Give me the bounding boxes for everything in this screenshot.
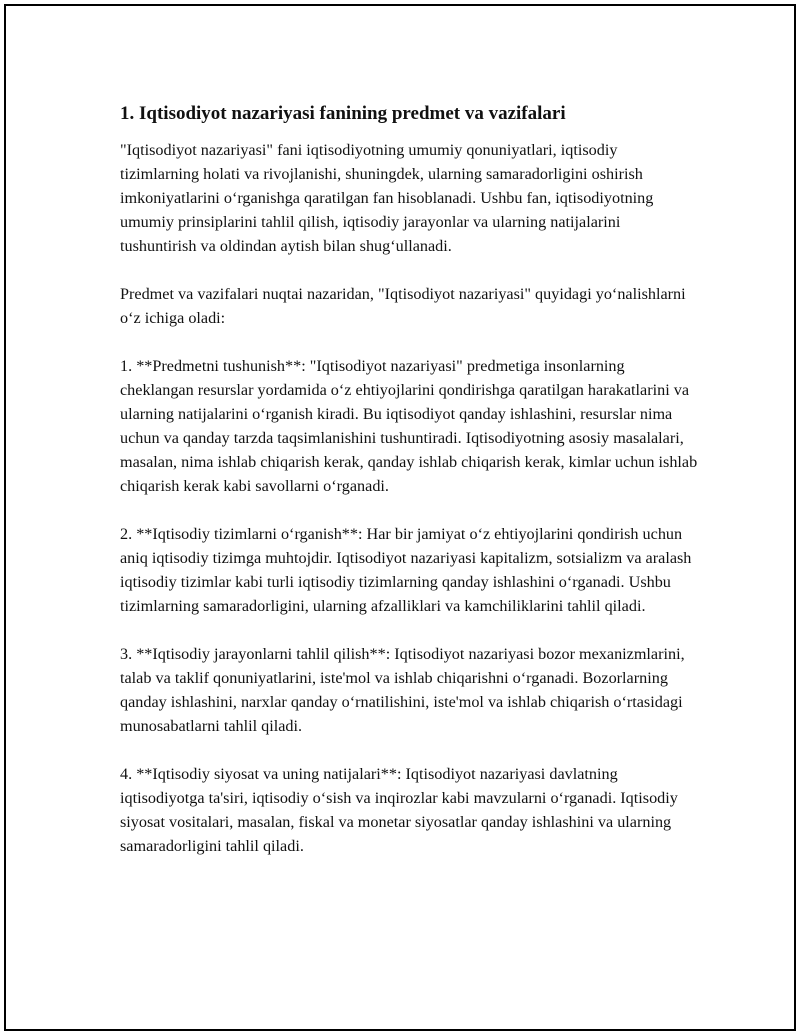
page-frame xyxy=(4,4,796,1031)
document-body xyxy=(120,100,700,882)
paragraph-directions: Predmet va vazifalari nuqtai nazaridan, "Iqtisodiyot nazariyasi" quyidagi yo‘nalishlarni o‘z ichiga oladi: xyxy=(120,285,686,327)
paragraph-item-3: 3. **Iqtisodiy jarayonlarni tahlil qilish**: Iqtisodiyot nazariyasi bozor mexanizmlarini, talab va taklif qonuniyatlarini, iste'mol va ishlab chiqarishni o‘rganadi. Bozorlarning qanday ishlashini, narxlar qanday o‘rnatilishini, iste'mol va ishlab chiqarish o‘rtasidagi munosabatlarni tahlil qiladi. xyxy=(120,645,685,735)
paragraph-item-4: 4. **Iqtisodiy siyosat va uning natijalari**: Iqtisodiyot nazariyasi davlatning iqtisodiyotga ta'siri, iqtisodiy o‘sish va inqirozlar kabi mavzularni o‘rganadi. Iqtisodiy siyosat vositalari, masalan, fiskal va monetar siyosatlar qanday ishlashini va ularning samaradorligini tahlil qiladi. xyxy=(120,765,678,855)
paragraph-intro: "Iqtisodiyot nazariyasi" fani iqtisodiyotning umumiy qonuniyatlari, iqtisodiy tizimlarning holati va rivojlanishi, shuningdek, ularning samaradorligini oshirish imkoniyatlarini o‘rganishga qaratilgan fan hisoblanadi. Ushbu fan, iqtisodiyotning umumiy prinsiplarini tahlil qilish, iqtisodiy jarayonlar va ularning natijalarini tushuntirish va oldindan aytish bilan shug‘ullanadi. xyxy=(120,141,654,255)
paragraph-item-1: 1. **Predmetni tushunish**: "Iqtisodiyot nazariyasi" predmetiga insonlarning cheklangan resurslar yordamida o‘z ehtiyojlarini qondirishga qaratilgan harakatlarini va ularning natijalarini o‘rganish kiradi. Bu iqtisodiyot qanday ishlashini, resurslar nima uchun va qanday tarzda taqsimlanishini tushuntiradi. Iqtisodiyotning asosiy masalalari, masalan, nima ishlab chiqarish kerak, qanday ishlab chiqarish kerak, kimlar uchun ishlab chiqarish kerak kabi savollarni o‘rganadi. xyxy=(120,357,698,495)
document-title: 1. Iqtisodiyot nazariyasi fanining predmet va vazifalari xyxy=(120,103,566,124)
paragraph-item-2: 2. **Iqtisodiy tizimlarni o‘rganish**: Har bir jamiyat o‘z ehtiyojlarini qondirish uchun aniq iqtisodiy tizimga muhtojdir. Iqtisodiyot nazariyasi kapitalizm, sotsializm va aralash iqtisodiy tizimlar kabi turli iqtisodiy tizimlarning qanday ishlashini o‘rganadi. Ushbu tizimlarning samaradorligini, ularning afzalliklari va kamchiliklarini tahlil qiladi. xyxy=(120,525,692,615)
